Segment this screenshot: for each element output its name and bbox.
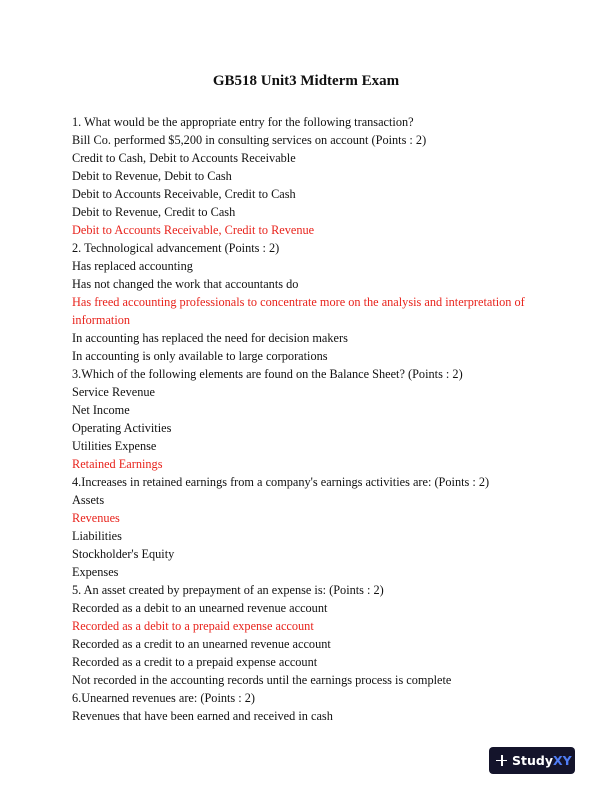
text-line: Debit to Revenue, Credit to Cash [72, 205, 236, 219]
text-line: 4.Increases in retained earnings from a company's earnings activities are: (Points : 2) [72, 475, 490, 489]
answer-line: Retained Earnings [72, 457, 163, 471]
text-line: Utilities Expense [72, 439, 157, 453]
text-line: Recorded as a debit to an unearned revenue account [72, 601, 328, 615]
logo-text-xy: XY [552, 753, 572, 768]
text-line: Stockholder's Equity [72, 547, 175, 561]
answer-line: Revenues [72, 511, 120, 525]
studyxy-logo[interactable] [489, 747, 575, 774]
text-line: 2. Technological advancement (Points : 2) [72, 241, 280, 255]
plus-icon [496, 755, 507, 766]
text-line: Assets [72, 493, 105, 507]
answer-line: Recorded as a debit to a prepaid expense account [72, 619, 314, 633]
answer-line: Has freed accounting professionals to concentrate more on the analysis and interpretation of information [72, 295, 525, 327]
text-line: Revenues that have been earned and received in cash [72, 709, 333, 723]
text-line: Debit to Revenue, Debit to Cash [72, 169, 232, 183]
page-title: GB518 Unit3 Midterm Exam [212, 73, 400, 89]
answer-line: Debit to Accounts Receivable, Credit to Revenue [72, 223, 315, 237]
text-line: In accounting is only available to large corporations [72, 349, 328, 363]
logo-text-study: Study [512, 753, 553, 768]
text-line: Recorded as a credit to a prepaid expense account [72, 655, 318, 669]
text-line: In accounting has replaced the need for decision makers [72, 331, 348, 345]
text-line: Liabilities [72, 529, 122, 543]
text-line: 6.Unearned revenues are: (Points : 2) [72, 691, 256, 705]
text-line: Credit to Cash, Debit to Accounts Receivable [72, 151, 296, 165]
text-line: 3.Which of the following elements are found on the Balance Sheet? (Points : 2) [72, 367, 463, 381]
text-line: Has not changed the work that accountants do [72, 277, 299, 291]
text-line: Recorded as a credit to an unearned revenue account [72, 637, 331, 651]
exam-content [72, 113, 542, 725]
text-line: Operating Activities [72, 421, 172, 435]
text-line: Expenses [72, 565, 119, 579]
text-line: 1. What would be the appropriate entry for the following transaction? [72, 115, 414, 129]
text-line: Not recorded in the accounting records until the earnings process is complete [72, 673, 452, 687]
text-line: Has replaced accounting [72, 259, 193, 273]
text-line: Debit to Accounts Receivable, Credit to Cash [72, 187, 296, 201]
text-line: Bill Co. performed $5,200 in consulting services on account (Points : 2) [72, 133, 427, 147]
text-line: Service Revenue [72, 385, 155, 399]
text-line: 5. An asset created by prepayment of an expense is: (Points : 2) [72, 583, 384, 597]
text-line: Net Income [72, 403, 130, 417]
